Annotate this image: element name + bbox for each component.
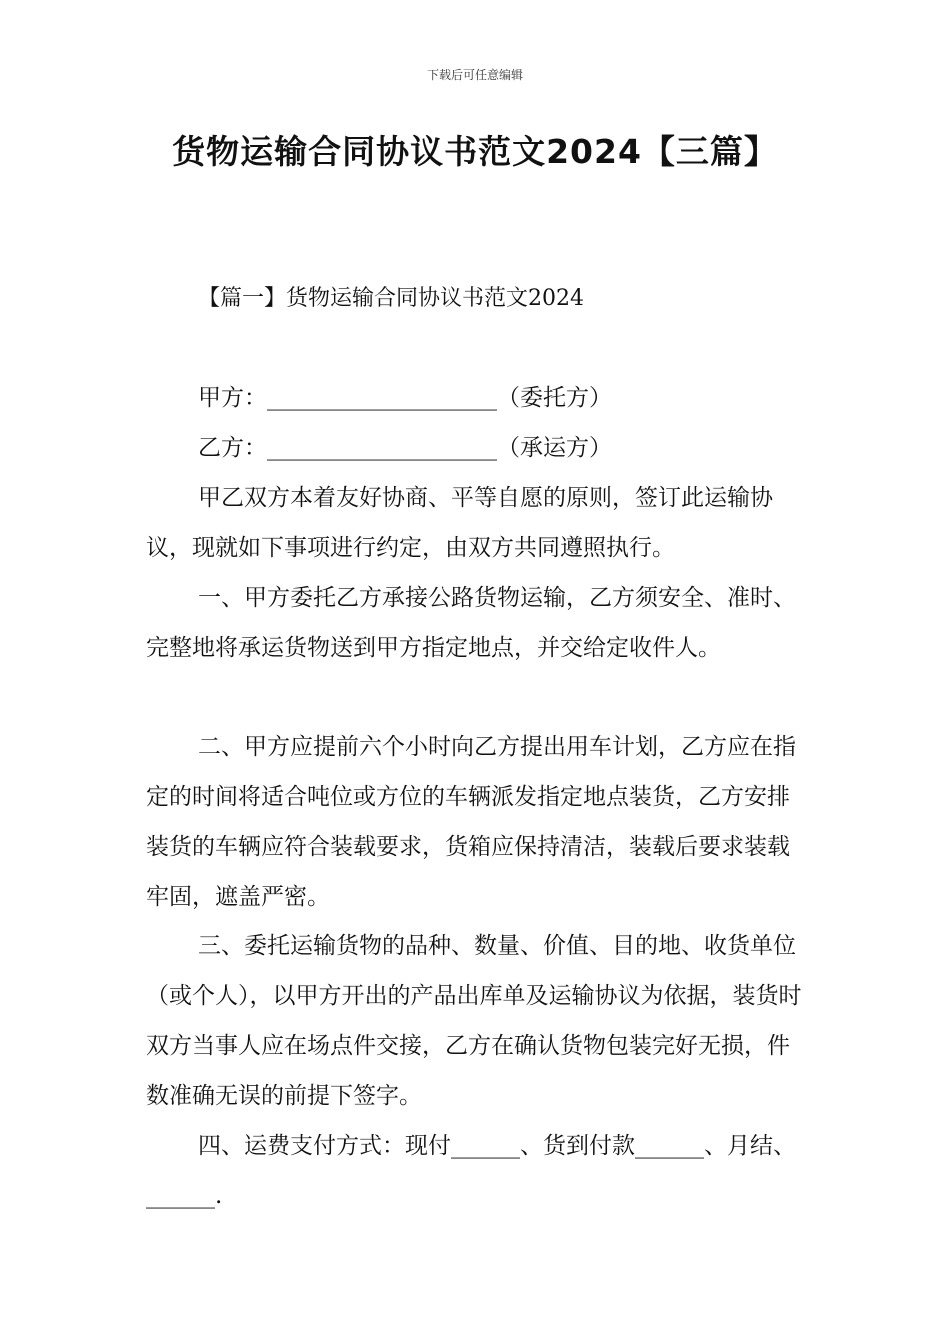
paragraph-text: 一、甲方委托乙方承接公路货物运输，乙方须安全、准时、完整地将承运货物送到甲方指定地点，并交给定收件人。: [146, 585, 796, 661]
paragraph-clause-3: [146, 921, 806, 1121]
paragraph-text: 四、运费支付方式：现付______、货到付款______、月结、______.: [146, 1133, 796, 1209]
paragraph-text: 甲乙双方本着友好协商、平等自愿的原则，签订此运输协议，现就如下事项进行约定，由双方共同遵照执行。: [146, 485, 773, 561]
party-a-line: 甲方：____________________（委托方）: [198, 385, 612, 411]
document-title: 货物运输合同协议书范文2024【三篇】: [172, 132, 778, 171]
download-note: 下载后可任意编辑: [426, 68, 523, 82]
party-b-line: 乙方：____________________（承运方）: [198, 435, 612, 461]
paragraph-clause-1: [146, 573, 806, 673]
paragraph-clause-4: [146, 1121, 806, 1221]
paragraph-intro: [146, 473, 806, 573]
paragraph-text: 三、委托运输货物的品种、数量、价值、目的地、收货单位（或个人），以甲方开出的产品出库单及运输协议为依据，装货时双方当事人应在场点件交接，乙方在确认货物包装完好无损，件数准确无误的前提下签字。: [146, 933, 802, 1109]
paragraph-text: 二、甲方应提前六个小时向乙方提出用车计划，乙方应在指定的时间将适合吨位或方位的车辆派发指定地点装货，乙方安排装货的车辆应符合装载要求，货箱应保持清洁，装载后要求装载牢固，遮盖严密。: [146, 734, 796, 910]
paragraph-clause-2: [146, 722, 806, 922]
section-heading: 【篇一】货物运输合同协议书范文2024: [198, 286, 584, 311]
